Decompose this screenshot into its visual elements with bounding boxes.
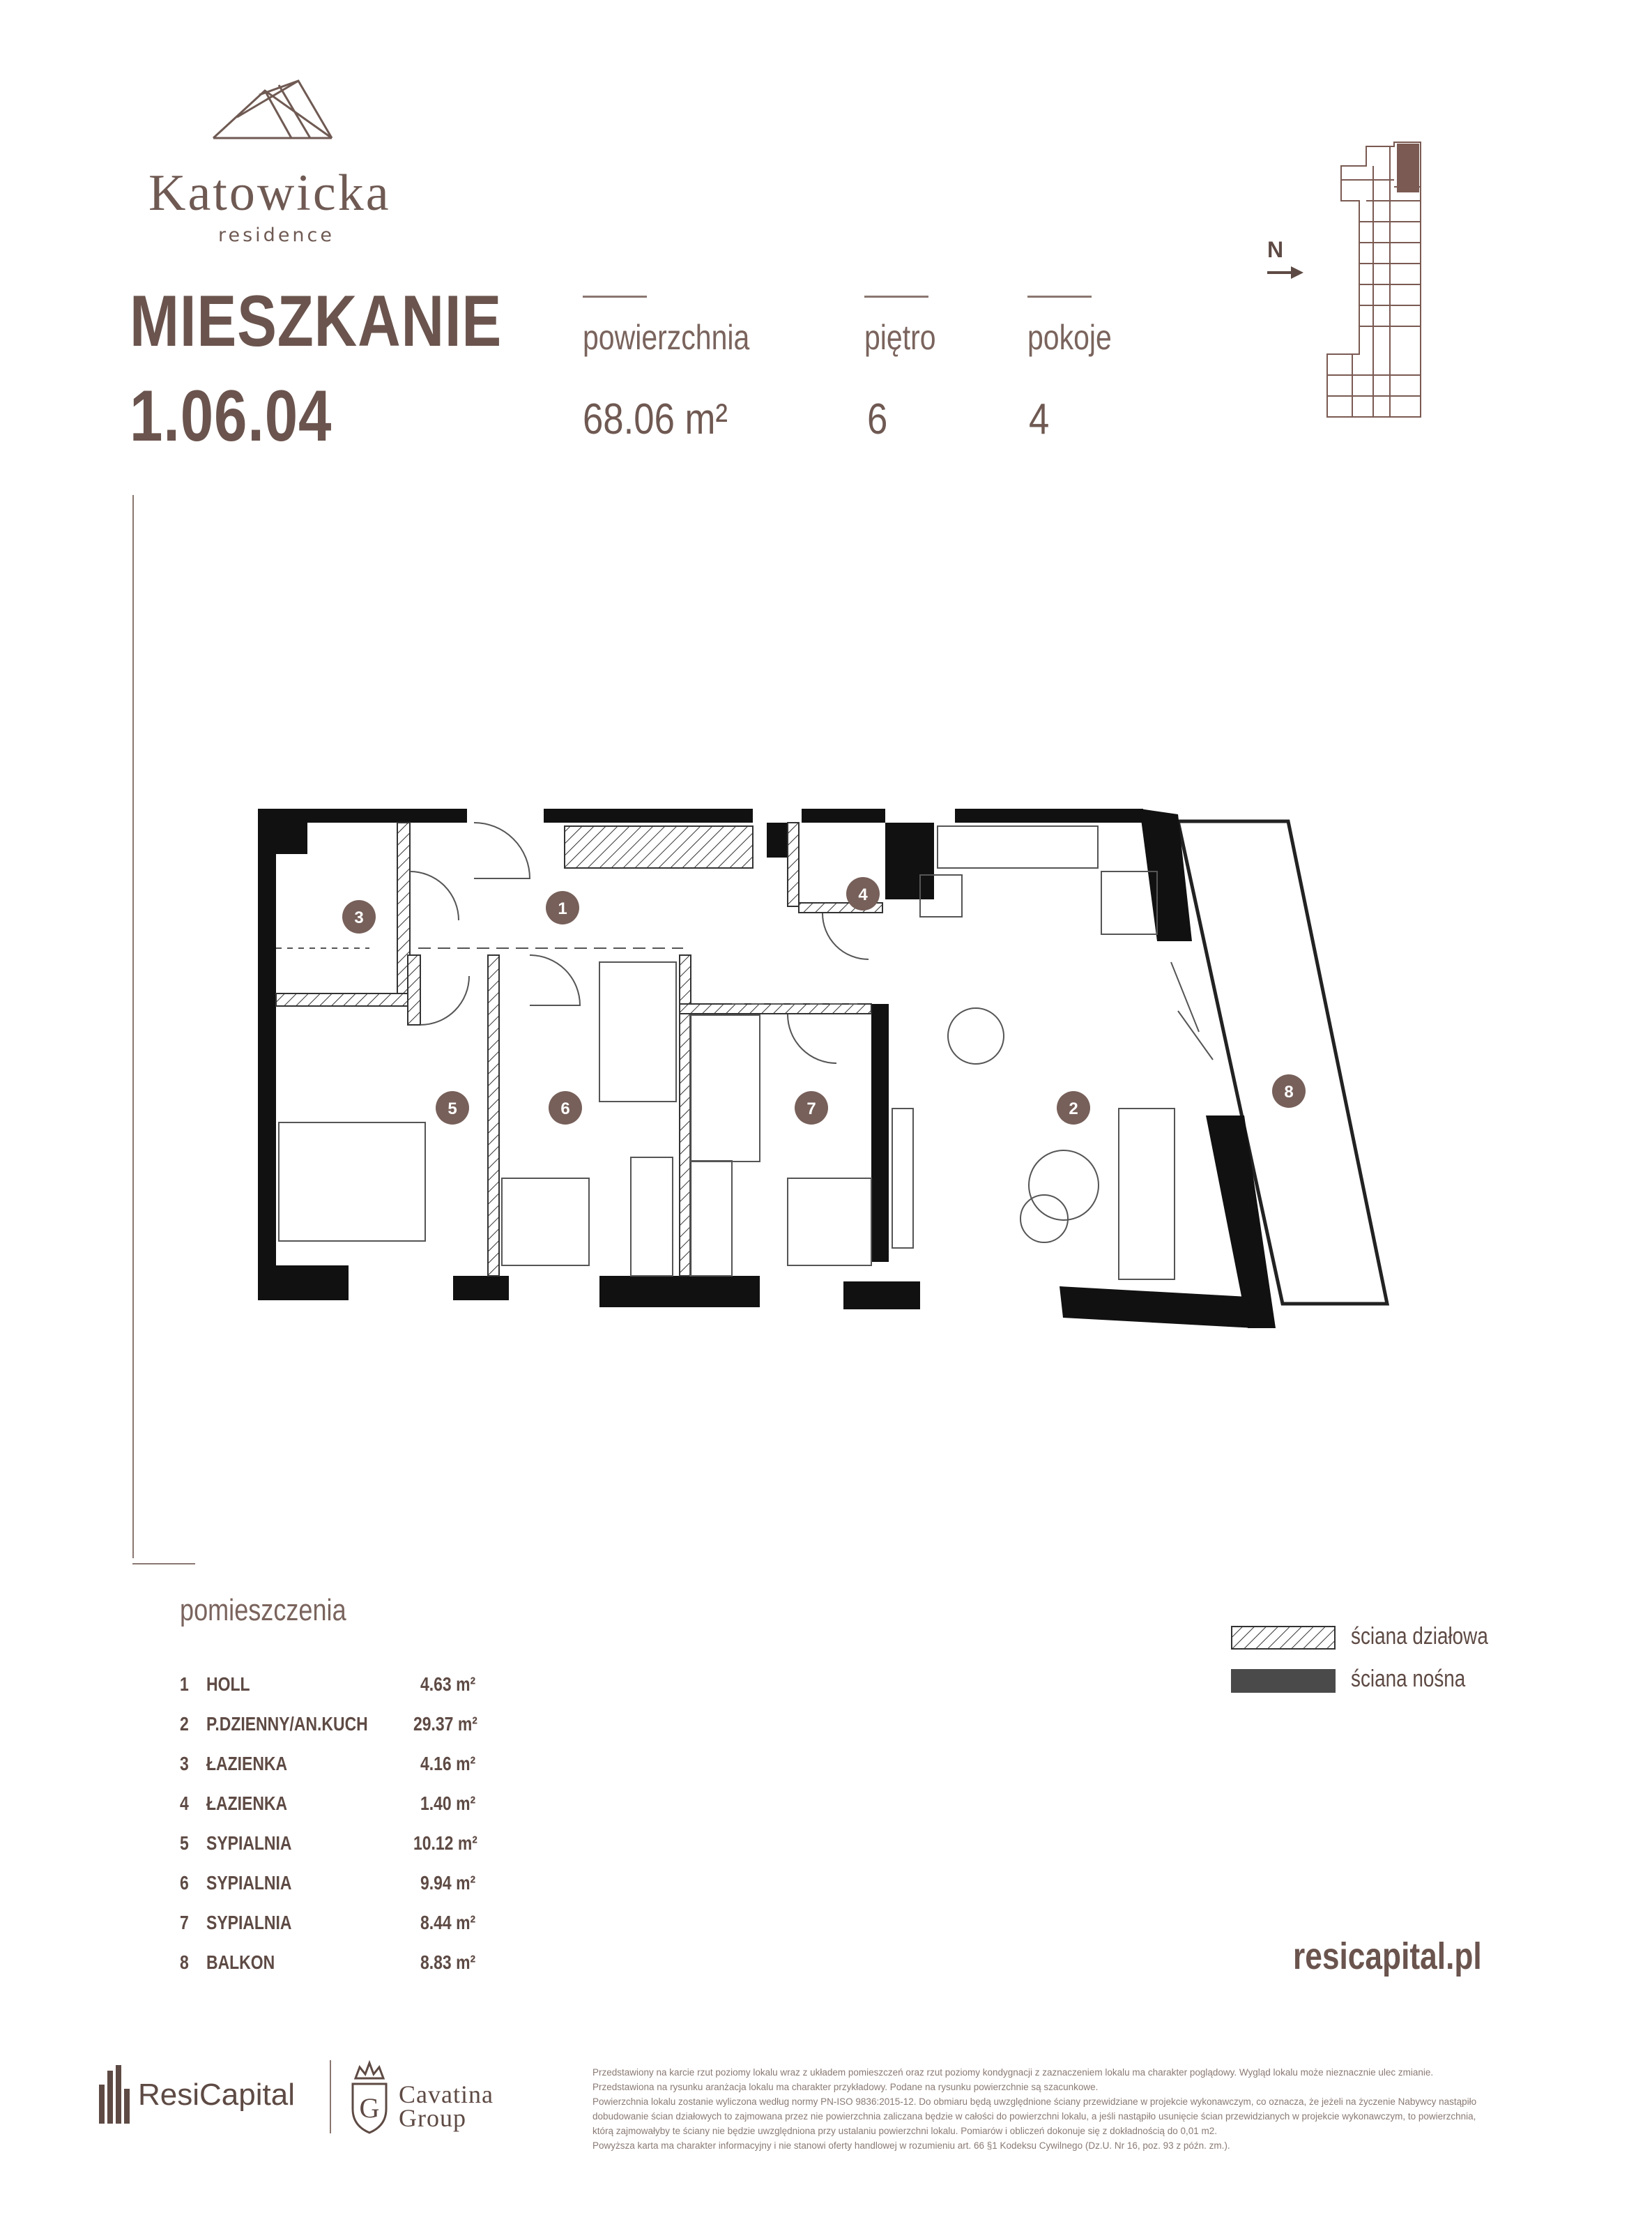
plan-label-8: 8 xyxy=(1284,1083,1294,1102)
apartment-number: 1.06.04 xyxy=(130,376,332,457)
arrow-right-icon xyxy=(1264,264,1306,282)
brand-mountain-logo xyxy=(209,78,335,141)
brand-name: Katowicka xyxy=(148,165,391,222)
partner-divider xyxy=(330,2060,331,2133)
rooms-title: pomieszczenia xyxy=(180,1593,346,1627)
compass-north-label: N xyxy=(1267,237,1284,262)
room-area: 8.83 m² xyxy=(420,1951,476,1973)
room-number: 7 xyxy=(180,1912,189,1933)
disclaimer-line-4: Powyższa karta ma charakter informacyjny i nie stanowi oferty handlowej w rozumieniu art. 66 §1 Kodeksu Cywilnego (Dz.U. Nr 16, poz. 93 z późn. zm.). xyxy=(592,2140,1230,2151)
resicapital-name: ResiCapital xyxy=(138,2078,295,2112)
legend-loadbearing-label: ściana nośna xyxy=(1351,1666,1466,1692)
room-row xyxy=(180,1792,542,1820)
stat-divider xyxy=(1027,296,1092,298)
disclaimer xyxy=(592,2065,1499,2153)
room-area: 9.94 m² xyxy=(420,1872,476,1894)
floor-plan xyxy=(251,795,1394,1339)
room-name: P.DZIENNY/AN.KUCH xyxy=(206,1713,368,1735)
plan-label-1: 1 xyxy=(558,899,567,918)
stat-divider xyxy=(864,296,928,298)
room-name: HOLL xyxy=(206,1673,250,1695)
cavatina-name-line2: Group xyxy=(399,2104,466,2132)
building-key-plan xyxy=(1324,138,1429,424)
stat-label-floor: piętro xyxy=(864,318,936,357)
legend-swatch-loadbearing xyxy=(1231,1669,1336,1693)
resicapital-logo xyxy=(98,2064,321,2126)
room-name: ŁAZIENKA xyxy=(206,1792,288,1814)
room-area: 29.37 m² xyxy=(413,1713,477,1735)
disclaimer-line-3: Powierzchnia lokalu zostanie wyliczona według normy PN-ISO 9836:2015-12. Do obmiaru będą uwzględnione ściany przewidziane w projekcie wykonawczym, co oznacza, że jeżeli na życzenie Nabywcy nastąpiło dobudowanie ścian działowych to zajmowana przez nie powierzchnia zaliczana będzie w całości do powierzchni lokalu, a jeśli nastąpiło usunięcie ścian przewidzianych w projekcie wykonawczym, to powierzchnia, którą zajmowałyby te ściany nie będzie uwzględniona przy ustalaniu powierzchni lokalu. Pomiarów i obliczeń dokonuje się z dokładnością do 0,01 m2. xyxy=(592,2096,1477,2136)
stat-value-floor: 6 xyxy=(867,395,888,443)
cavatina-name-line1: Cavatina xyxy=(399,2080,494,2108)
room-row xyxy=(180,1753,542,1781)
room-number: 8 xyxy=(180,1951,189,1973)
balcony-outline xyxy=(1178,821,1387,1304)
stat-value-rooms: 4 xyxy=(1029,395,1050,443)
room-area: 8.44 m² xyxy=(420,1912,476,1933)
room-row xyxy=(180,1713,542,1741)
room-name: SYPIALNIA xyxy=(206,1872,292,1894)
legend-swatch-partition xyxy=(1231,1626,1336,1650)
room-row xyxy=(180,1673,542,1701)
room-name: SYPIALNIA xyxy=(206,1832,292,1854)
crown-shield-icon xyxy=(349,2060,390,2135)
stat-value-area: 68.06 m² xyxy=(583,395,728,443)
plan-label-4: 4 xyxy=(858,885,868,904)
stat-label-area: powierzchnia xyxy=(583,318,750,357)
plan-label-5: 5 xyxy=(448,1099,457,1118)
room-name: SYPIALNIA xyxy=(206,1912,292,1933)
disclaimer-line-2: Przedstawiona na rysunku aranżacja lokalu ma charakter przykładowy. Podane na rysunku powierzchnie są szacunkowe. xyxy=(592,2082,1099,2092)
room-row xyxy=(180,1951,542,1979)
plan-label-7: 7 xyxy=(806,1099,816,1118)
room-area: 4.16 m² xyxy=(420,1753,476,1774)
room-number: 4 xyxy=(180,1792,189,1814)
website-link[interactable]: resicapital.pl xyxy=(1293,1935,1482,1977)
room-name: ŁAZIENKA xyxy=(206,1753,288,1774)
svg-text:G: G xyxy=(359,2092,380,2124)
plan-label-3: 3 xyxy=(354,908,364,927)
apartment-title: MIESZKANIE xyxy=(130,281,503,362)
disclaimer-line-1: Przedstawiony na karcie rzut poziomy lokalu wraz z układem pomieszczeń oraz rzut poziomy kondygnacji z zaznaczeniem lokalu ma charakter poglądowy. Wygląd lokalu może nieznacznie ulec zmianie. xyxy=(592,2067,1434,2078)
room-area: 4.63 m² xyxy=(420,1673,476,1695)
vertical-divider xyxy=(132,495,134,1558)
compass xyxy=(1264,237,1306,286)
plan-label-2: 2 xyxy=(1069,1099,1078,1118)
room-area: 1.40 m² xyxy=(420,1792,476,1814)
room-number: 5 xyxy=(180,1832,189,1854)
room-area: 10.12 m² xyxy=(413,1832,477,1854)
cavatina-logo xyxy=(349,2060,516,2137)
horizontal-rule xyxy=(132,1563,195,1564)
stat-divider xyxy=(583,296,647,298)
stat-label-rooms: pokoje xyxy=(1027,318,1112,357)
plan-label-6: 6 xyxy=(560,1099,570,1118)
room-number: 3 xyxy=(180,1753,189,1774)
brand-subtitle: residence xyxy=(218,224,335,246)
room-name: BALKON xyxy=(206,1951,275,1973)
room-row xyxy=(180,1832,542,1860)
room-number: 1 xyxy=(180,1673,189,1695)
room-row xyxy=(180,1912,542,1940)
room-row xyxy=(180,1872,542,1900)
legend-partition-label: ściana działowa xyxy=(1351,1623,1488,1650)
room-number: 6 xyxy=(180,1872,189,1894)
room-number: 2 xyxy=(180,1713,189,1735)
resicapital-bars-icon xyxy=(98,2064,131,2125)
